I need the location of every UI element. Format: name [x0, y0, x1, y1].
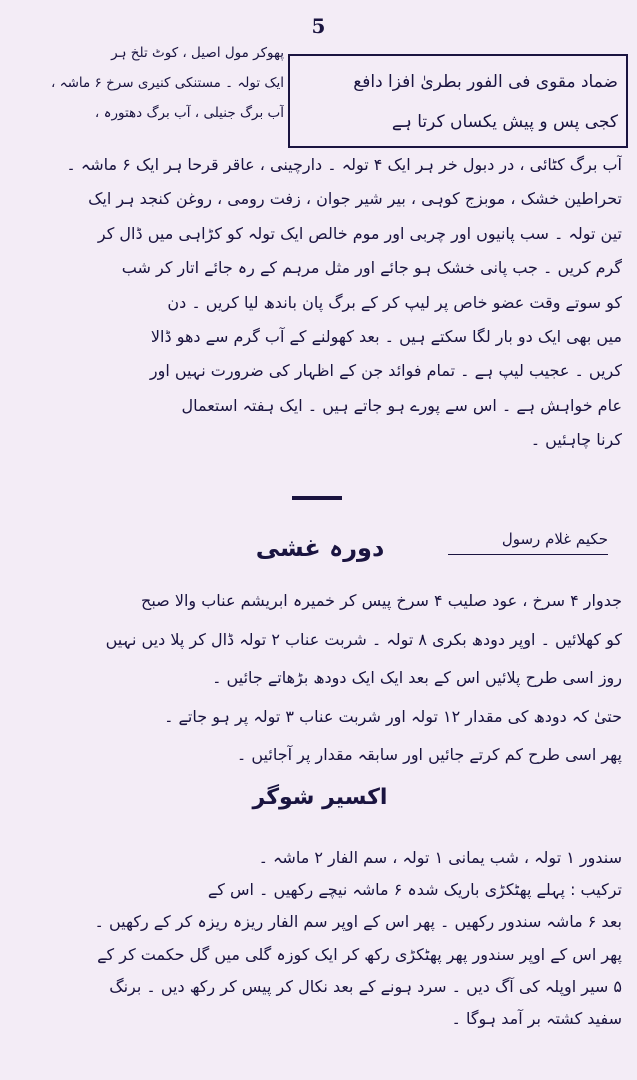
body-line: تحراطین خشک ، موبزج کوہی ، بیر شیر جوان ، زفت رومی ، روغن کنجد ہر ایک: [88, 189, 622, 209]
body-line: کو کھلائیں ۔ اوپر دودھ بکری ۸ تولہ ۔ شربت عناب ۲ تولہ ڈال کر پلا دیں نہیں: [105, 629, 622, 649]
side-note: [40, 38, 284, 128]
body-line: پھر اسی طرح کم کرتے جائیں اور سابقہ مقدار پر آجائیں ۔: [236, 745, 622, 764]
section-divider: [292, 496, 342, 500]
boxed-heading-line: ضماد مقوی فی الفور بطریٰ افزا دافع: [353, 72, 618, 92]
boxed-heading: [288, 54, 628, 148]
body-line: آب برگ کٹائی ، در دبول خر ہر ایک ۴ تولہ ۔ دارچینی ، عاقر قرحا ہر ایک ۶ ماشہ ۔: [66, 155, 622, 174]
body-line: میں بھی ایک دو بار لگا سکتے ہیں ۔ بعد کھولنے کے آب گرم سے دھو ڈالا: [150, 327, 622, 347]
body-line: روز اسی طرح پلائیں اس کے بعد ایک ایک دودھ بڑھاتے جائیں ۔: [212, 668, 622, 687]
side-note-line: ایک تولہ ۔ مستنکی کنیری سرخ ۶ ماشہ ،: [51, 75, 284, 91]
section1-body: [30, 148, 622, 458]
body-line: کو سوتے وقت عضو خاص پر لیپ کر کے برگ پان باندھ لیا کریں ۔ دن: [167, 292, 622, 312]
body-line: پھر اس کے اوپر سندور پھر پھٹکڑی رکھ کر ایک کوزہ گلی میں گل حکمت کر کے: [97, 944, 622, 964]
body-line: ۵ سیر اوپلہ کی آگ دیں ۔ سرد ہونے کے بعد نکال کر پیس کر رکھ دیں ۔ برنگ: [109, 976, 622, 996]
body-line: تین تولہ ۔ سب پانیوں اور چربی اور موم خالص ایک تولہ کو کڑاہی میں ڈال کر: [97, 223, 622, 243]
body-line: کرنا چاہئیں ۔: [530, 430, 622, 450]
body-line: کریں ۔ عجیب لیپ ہے ۔ تمام فوائد جن کے اظہار کی ضرورت نہیں اور: [149, 361, 622, 381]
side-note-line: پھوکر مول اصیل ، کوٹ تلخ ہر: [111, 45, 284, 61]
body-line: سفید کشتہ بر آمد ہوگا ۔: [451, 1009, 622, 1029]
side-note-line: آب برگ جنیلی ، آب برگ دھتورہ ،: [94, 105, 284, 121]
page-number: 5: [311, 14, 326, 38]
body-line: عام خواہش ہے ۔ اس سے پورے ہو جاتے ہیں ۔ ایک ہفتہ استعمال: [181, 395, 622, 415]
body-line: جدوار ۴ سرخ ، عود صلیب ۴ سرخ پیس کر خمیرہ ابریشم عناب والا صبح: [141, 591, 622, 610]
section-title-akseer-sugar: اکسیر شوگر: [252, 785, 388, 810]
body-line: سندور ۱ تولہ ، شب یمانی ۱ تولہ ، سم الفار ۲ ماشہ ۔: [258, 848, 622, 867]
section2-body: [30, 582, 622, 775]
body-line: گرم کریں ۔ جب پانی خشک ہو جائے اور مثل مرہم کے رہ جائے اتار کر شب: [121, 258, 622, 278]
section-title-dora-ghashi: دورہ غشی: [255, 534, 385, 562]
body-line: ترکیب : پہلے پھٹکڑی باریک شدہ ۶ ماشہ نیچے رکھیں ۔ اس کے: [207, 880, 622, 900]
section3-body: [30, 842, 622, 1035]
author-name: حکیم غلام رسول: [448, 526, 608, 555]
body-line: بعد ۶ ماشہ سندور رکھیں ۔ پھر اس کے اوپر سم الفار ریزہ ریزہ کر کے رکھیں ۔: [94, 912, 622, 932]
body-line: حتیٰ کہ دودھ کی مقدار ۱۲ تولہ اور شربت عناب ۳ تولہ پر ہو جاتے ۔: [164, 706, 622, 726]
boxed-heading-line: کجی پس و پیش یکساں کرتا ہے: [391, 112, 618, 132]
